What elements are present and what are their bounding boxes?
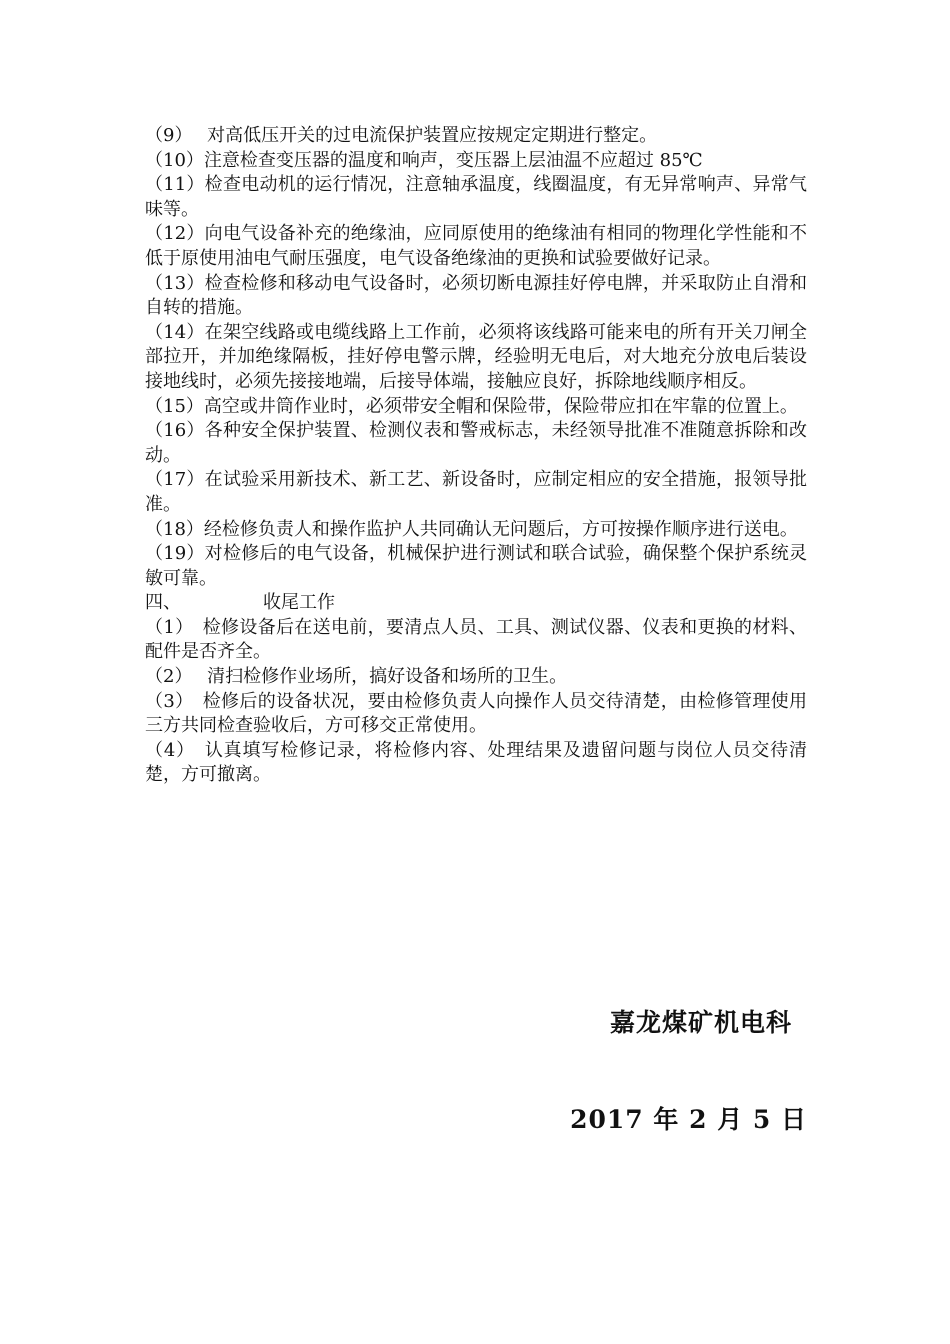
paragraph-item-14: （14）在架空线路或电缆线路上工作前，必须将该线路可能来电的所有开关刀闸全部拉开，并加绝缘隔板，挂好停电警示牌，经验明无电后，对大地充分放电后装设接地线时，必须先接接地端，后接导体端，接触应良好，拆除地线顺序相反。 xyxy=(145,321,807,392)
paragraph-item-17: （17）在试验采用新技术、新工艺、新设备时，应制定相应的安全措施，报领导批准。 xyxy=(145,469,807,515)
paragraph-item-9: （9） 对高低压开关的过电流保护装置应按规定定期进行整定。 xyxy=(145,125,658,146)
signature-department: 嘉龙煤矿机电科 xyxy=(609,1008,792,1037)
closing-item-3: （3） 检修后的设备状况，要由检修负责人向操作人员交待清楚，由检修管理使用三方共同检查验收后，方可移交正常使用。 xyxy=(145,690,807,737)
section-heading xyxy=(145,591,807,616)
paragraph-item-19: （19）对检修后的电气设备，机械保护进行测试和联合试验，确保整个保护系统灵敏可靠。 xyxy=(145,543,807,589)
signature-date: 2017 年 2 月 5 日 xyxy=(570,1105,807,1134)
paragraph-item-11: （11）检查电动机的运行情况，注意轴承温度，线圈温度，有无异常响声、异常气味等。 xyxy=(145,174,807,220)
section-number: 四、 xyxy=(145,592,181,614)
closing-item-2: （2） 清扫检修作业场所，搞好设备和场所的卫生。 xyxy=(145,666,568,688)
paragraph-item-18: （18）经检修负责人和操作监护人共同确认无问题后，方可按操作顺序进行送电。 xyxy=(145,518,798,540)
paragraph-item-13: （13）检查检修和移动电气设备时，必须切断电源挂好停电牌，并采取防止自滑和自转的措施。 xyxy=(145,272,807,319)
paragraph-item-16: （16）各种安全保护装置、检测仪表和警戒标志，未经领导批准不准随意拆除和改动。 xyxy=(145,420,807,466)
document-body xyxy=(145,124,807,788)
paragraph-item-15: （15）高空或井筒作业时，必须带安全帽和保险带，保险带应扣在牢靠的位置上。 xyxy=(145,395,798,417)
paragraph-item-10: （10）注意检查变压器的温度和响声，变压器上层油温不应超过 85℃ xyxy=(145,149,703,171)
paragraph-item-12: （12）向电气设备补充的绝缘油，应同原使用的绝缘油有相同的物理化学性能和不低于原使用油电气耐压强度，电气设备绝缘油的更换和试验要做好记录。 xyxy=(145,223,807,269)
closing-item-1: （1） 检修设备后在送电前，要清点人员、工具、测试仪器、仪表和更换的材料、配件是否齐全。 xyxy=(145,616,807,663)
closing-item-4: （4） 认真填写检修记录，将检修内容、处理结果及遗留问题与岗位人员交待清楚，方可撤离。 xyxy=(145,739,807,786)
section-title: 收尾工作 xyxy=(263,592,335,614)
